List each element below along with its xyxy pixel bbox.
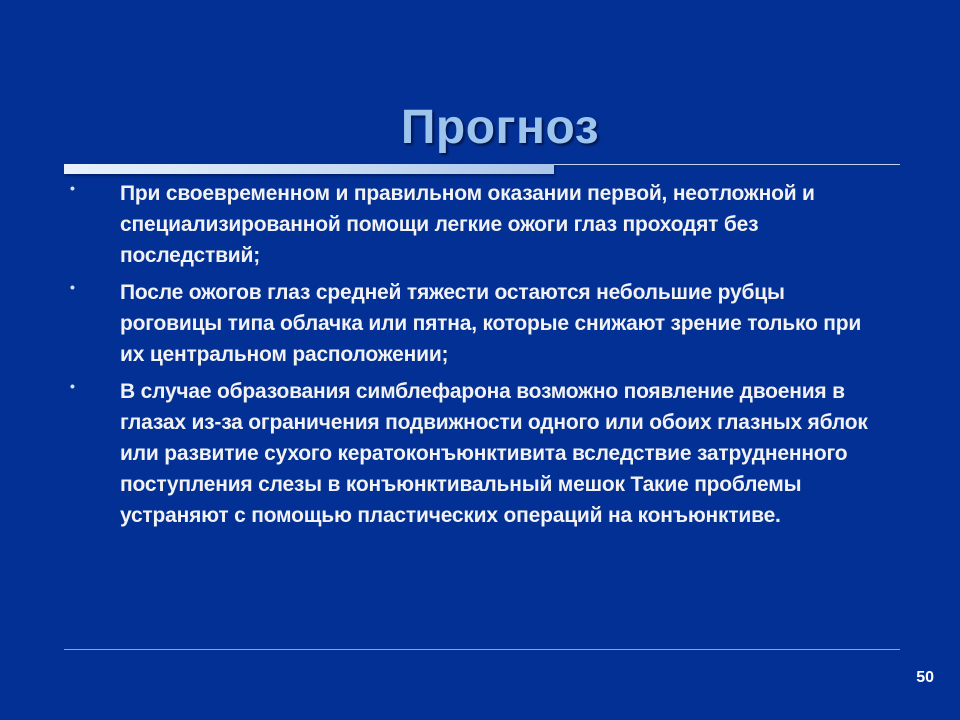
slide-title: Прогноз bbox=[400, 101, 600, 154]
bullet-item bbox=[70, 277, 880, 370]
bullet-text: После ожогов глаз средней тяжести остаются небольшие рубцы роговицы типа облачка или пятна, которые снижают зрение только при их центральном расположении; bbox=[120, 281, 862, 366]
page-number: 50 bbox=[916, 669, 934, 686]
bullet-item bbox=[70, 178, 880, 271]
bullet-item bbox=[70, 376, 880, 531]
bullet-marker: • bbox=[70, 180, 75, 196]
title-divider-line bbox=[554, 164, 900, 165]
footer-divider-line bbox=[64, 649, 900, 650]
bullet-text: При своевременном и правильном оказании первой, неотложной и специализированной помощи легкие ожоги глаз проходят без последствий; bbox=[120, 182, 815, 267]
bullet-marker: • bbox=[70, 378, 75, 394]
bullet-text: В случае образования симблефарона возможно появление двоения в глазах из-за ограничения подвижности одного или обоих глазных яблок или развитие сухого кератоконъюнктивита вследствие затрудненного поступления слезы в конъюнктивальный мешок Такие проблемы устраняют с помощью пластических операций на конъюнктиве. bbox=[120, 380, 868, 527]
bullet-list bbox=[70, 178, 880, 537]
title-accent-bar bbox=[64, 164, 554, 174]
bullet-marker: • bbox=[70, 279, 75, 295]
